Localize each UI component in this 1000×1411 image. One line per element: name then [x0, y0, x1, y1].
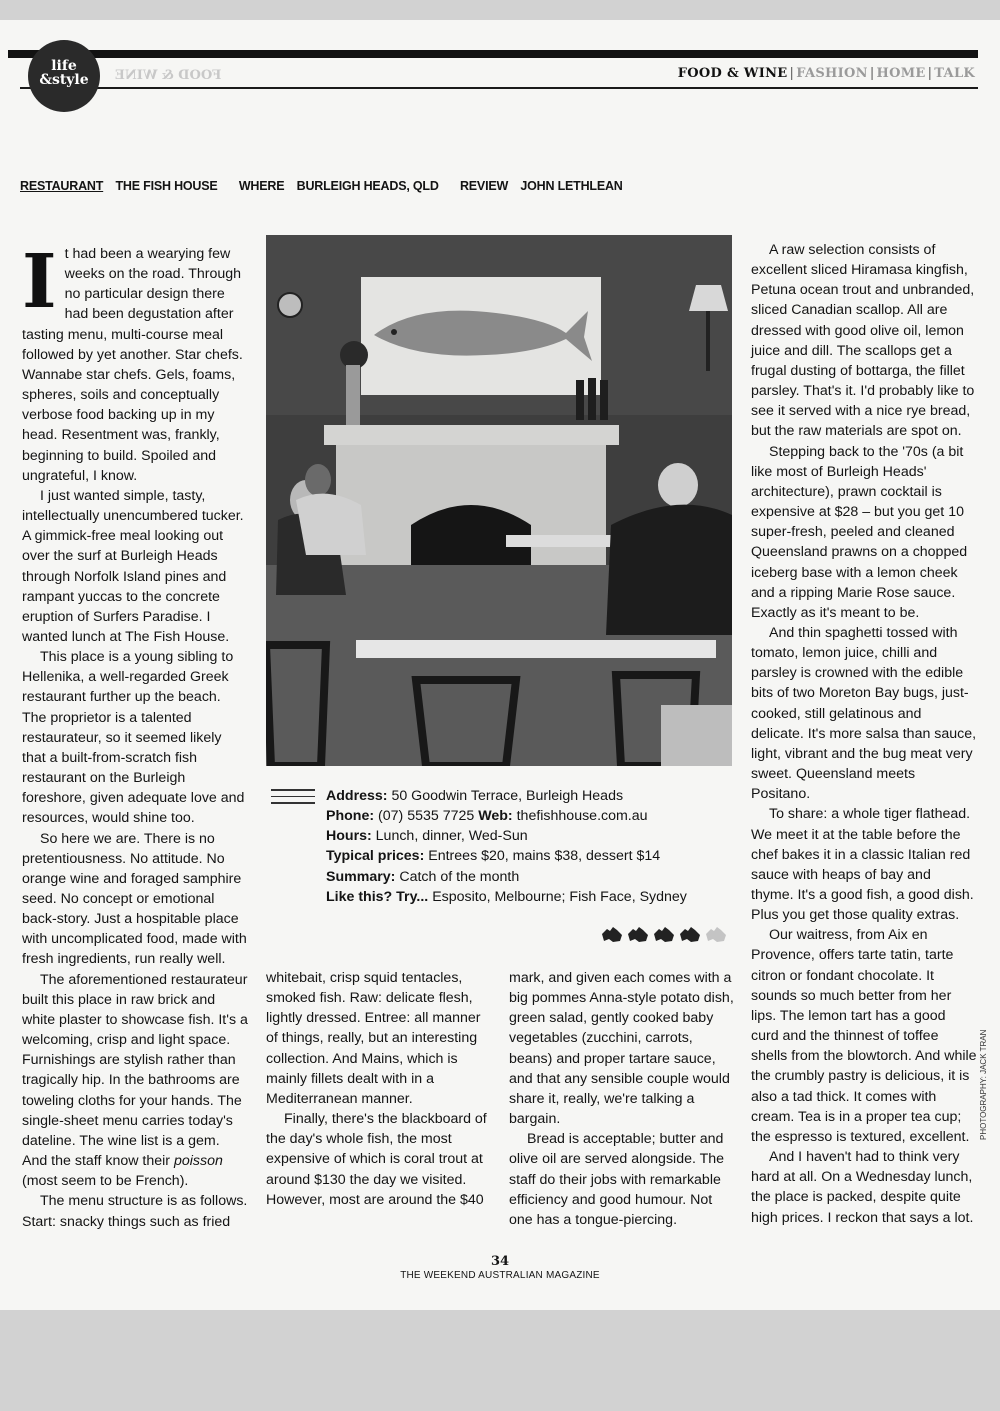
header-rule: [20, 87, 978, 89]
restaurant-photo: [266, 235, 732, 766]
info-label: Hours:: [326, 828, 372, 845]
section-home[interactable]: HOME: [876, 66, 926, 81]
paragraph: Bread is acceptable; butter and olive oil are served alongside. The staff do their jobs with remarkable efficiency and good humour. Not one has a tongue-piercing.: [509, 1131, 725, 1228]
paragraph: The menu structure is as follows. Start: snacky things such as fried: [22, 1193, 248, 1230]
logo-line-1: life: [51, 58, 77, 74]
info-value: thefishhouse.com.au: [516, 808, 648, 825]
paragraph: Our waitress, from Aix en Provence, offers tarte tatin, tarte citron or fondant chocolate. It sounds so much better from her lips. The lemon tart has a good curd and the thinnest of toffee shells from the blowtorch. And while the crumbly pastry is delicious, it is also a tad thick. It comes with cream. Tea is in a proper tea cup; the espresso is textured, excellent.: [751, 927, 977, 1145]
magazine-name: THE WEEKEND AUSTRALIAN MAGAZINE: [400, 1270, 600, 1281]
info-value: (07) 5535 7725: [378, 808, 475, 825]
rating-icons: [600, 926, 730, 944]
logo-line-2: &style: [39, 72, 89, 88]
article-column-2: [266, 968, 492, 1210]
info-label: Summary:: [326, 868, 396, 885]
review-key: REVIEW: [459, 179, 509, 193]
paragraph: [22, 970, 248, 1192]
page-number: 34: [490, 1254, 510, 1269]
info-prices: [326, 846, 726, 866]
info-value: Esposito, Melbourne; Fish Face, Sydney: [432, 888, 687, 905]
paragraph: This place is a young sibling to Hellenika, a well-regarded Greek restaurant further up the beach. The proprietor is a talented restaurateur, so it seemed likely that a built-from-scratch fish restaurant on the Burleigh foreshore, given adequate love and resources, would shine too.: [22, 649, 245, 827]
article-column-4: [751, 240, 977, 1228]
italic-word: poisson: [173, 1153, 223, 1170]
info-value: Catch of the month: [399, 868, 520, 885]
article-column-3: [509, 968, 735, 1230]
restaurant-key: RESTAURANT: [20, 179, 104, 193]
rating-filled-icon: [680, 927, 700, 942]
dining-room-illustration: [266, 235, 732, 766]
info-summary: [326, 867, 726, 887]
info-label: Address:: [326, 788, 388, 804]
info-phone-web: [326, 806, 726, 826]
reviewer-name: JOHN LETHLEAN: [520, 179, 623, 193]
drop-cap: I: [22, 239, 57, 325]
paragraph: I just wanted simple, tasty, intellectually unencumbered tucker. A gimmick-free meal looking out over the surf at Burleigh Heads through Norfolk Island pines and rampant yuccas to the concrete eruption of Surfers Paradise. I wanted lunch at The Fish House.: [22, 487, 244, 645]
info-address: [326, 786, 726, 806]
paragraph: [22, 239, 248, 486]
paragraph-text: The aforementioned restaurateur built this place in raw brick and white plaster to showcase fish. It's a welcoming, crisp and light space. Furnishings are stylish rather than tragically hip. In the bathrooms are toweling cloths for your hands. The single-sheet menu carries today's dateline. The wine list is a gem. And the staff know their: [22, 971, 248, 1170]
paragraph: A raw selection consists of excellent sliced Hiramasa kingfish, Petuna ocean trout and unbranded, sliced Canadian scallop. All are dressed with good olive oil, lemon juice and dill. The scallops get a frugal dusting of bottarga, the fillet parsley. That's it. I'd probably like to see it served with a nice rye bread, but the raw materials are spot on.: [751, 242, 975, 440]
restaurant-info: [326, 786, 726, 907]
life-and-style-logo: [28, 40, 100, 112]
paragraph: mark, and given each comes with a big pommes Anna-style potato dish, green salad, gently cooked baby vegetables (zucchini, carrots, beans) and proper tartare sauce, and that any sensible couple would share it, really, we're talking a bargain.: [509, 970, 734, 1128]
info-label: Web:: [478, 808, 513, 825]
paragraph: So here we are. There is no pretentiousness. No attitude. No orange wine and foraged samphire seed. No concept or emotional back-story. Just a hospitable place with uncomplicated food, made with fresh ingredients, run really well.: [22, 830, 247, 968]
paragraph: To share: a whole tiger flathead. We meet it at the table before the chef bakes it in a classic Italian red sauce with heaps of bay and thyme. It's a good fish, a good dish. Plus you get those quality extras.: [751, 806, 974, 924]
where-value: BURLEIGH HEADS, QLD: [296, 179, 439, 193]
photo-credit: PHOTOGRAPHY: JACK TRAN: [979, 1029, 988, 1140]
restaurant-name: THE FISH HOUSE: [115, 179, 218, 193]
rating-filled-icon: [628, 927, 648, 942]
paragraph: Stepping back to the '70s (a bit like most of Burleigh Heads' architecture), prawn cocktail is expensive at $28 – but you get 10 super-fresh, peeled and cleaned Queensland prawns on a chopped iceberg base with a lemon cheek and a ripping Marie Rose sauce. Exactly as it's meant to be.: [751, 443, 968, 621]
ghost-show-through: FOOD & WINE: [115, 68, 222, 83]
article-column-1: [22, 239, 248, 1232]
info-try: [326, 887, 726, 907]
info-hours: [326, 826, 726, 846]
rating-filled-icon: [654, 927, 674, 942]
paragraph: Finally, there's the blackboard of the day's whole fish, the most expensive of which is coral trout at around $130 the day we visited. However, most are around the $40: [266, 1111, 487, 1208]
paragraph: whitebait, crisp squid tentacles, smoked fish. Raw: delicate flesh, lightly dressed. Entree: all manner of things, really, but an interesting collection. And Mains, which is mainly fillets dealt with in a Mediterranean manner.: [266, 970, 481, 1107]
section-talk[interactable]: TALK: [934, 66, 975, 81]
paragraph: And I haven't had to think very hard at all. On a Wednesday lunch, the place is packed, despite quite high prices. I reckon that says a lot.: [751, 1149, 974, 1226]
header-bar: [8, 50, 978, 58]
review-credits: [20, 179, 641, 193]
info-value: 50 Goodwin Terrace, Burleigh Heads: [391, 788, 624, 804]
rating-filled-icon: [602, 927, 622, 942]
info-label: Typical prices:: [326, 848, 425, 865]
where-key: WHERE: [238, 179, 285, 193]
section-fashion[interactable]: FASHION: [796, 66, 868, 81]
info-value: Entrees $20, mains $38, dessert $14: [428, 848, 661, 865]
info-label: Like this? Try...: [326, 888, 429, 905]
rating-empty-icon: [706, 927, 726, 942]
paragraph: And thin spaghetti tossed with tomato, lemon juice, chilli and parsley is crowned with the edible bits of two Moreton Bay bugs, just-cooked, still gelatinous and delicate. It's more salsa than sauce, light, vibrant and the bug meat very sweet. Queensland meets Positano.: [751, 624, 977, 803]
paragraph-text: t had been a wearying few weeks on the road. Through no particular design there had been degustation after tasting menu, multi-course meal followed by yet another. Star chefs. Wannabe star chefs. Gels, foams, spheres, soils and conceptually verbose food backing up in my head. Resentment was, frankly, beginning to build. Spoiled and ungrateful, I know.: [22, 246, 243, 484]
section-nav: FOOD & WINE | FASHION | HOME | TALK: [677, 66, 975, 81]
rating-svg: [600, 926, 730, 944]
info-value: Lunch, dinner, Wed-Sun: [375, 828, 528, 845]
info-label: Phone:: [326, 808, 375, 825]
info-rules: [271, 789, 315, 809]
section-food-wine[interactable]: FOOD & WINE: [677, 66, 788, 81]
paragraph-text: (most seem to be French).: [22, 1173, 189, 1190]
